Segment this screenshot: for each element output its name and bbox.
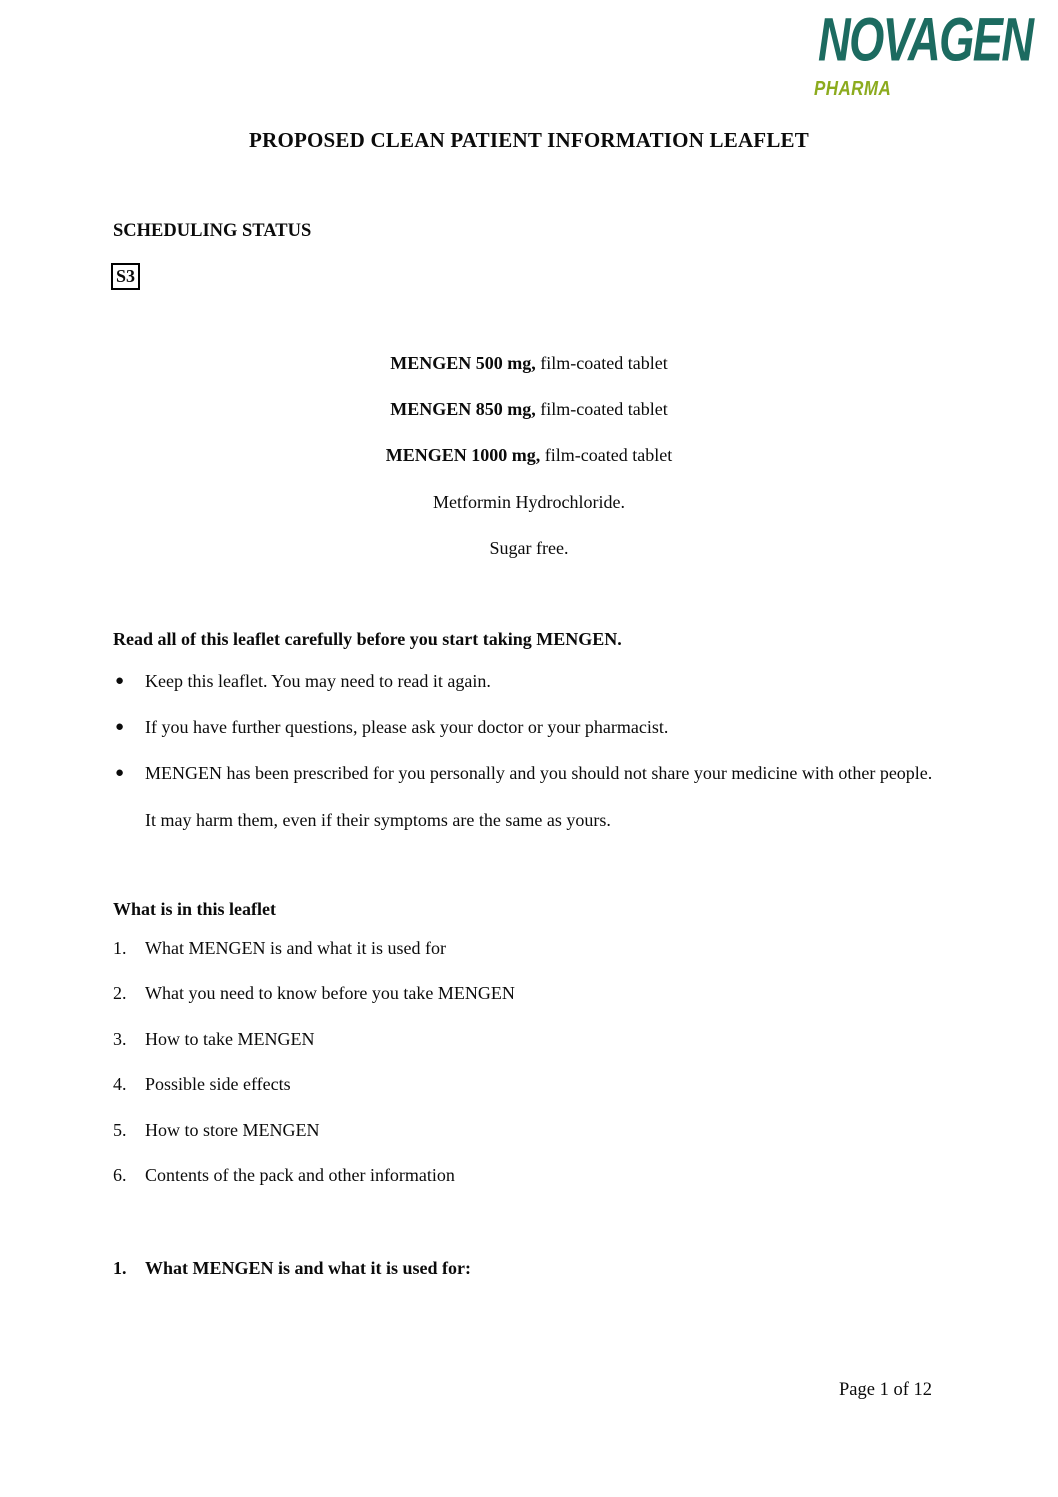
pharma-logo-text: PHARMA [814, 78, 892, 100]
toc-list [113, 926, 947, 1198]
list-item [113, 750, 947, 842]
toc-item-number: 3. [113, 1028, 127, 1049]
product-strength: MENGEN 1000 mg, [385, 445, 541, 466]
scheduling-status-badge: S3 [111, 263, 140, 290]
bullet-icon: ● [115, 765, 125, 782]
product-line-500 [0, 340, 1058, 386]
toc-item-text: Contents of the pack and other information [145, 1165, 455, 1186]
section-1-number: 1. [113, 1258, 127, 1278]
bullet-icon: ● [115, 719, 125, 736]
read-leaflet-bullet-list [113, 658, 947, 843]
toc-item-text: Possible side effects [145, 1074, 291, 1095]
product-form: film-coated tablet [540, 445, 673, 466]
toc-item [113, 1153, 947, 1198]
product-strength: MENGEN 500 mg, [390, 353, 536, 373]
sugar-free-note: Sugar free. [489, 537, 569, 558]
toc-item-number: 2. [113, 983, 127, 1004]
section-1-heading [113, 1256, 958, 1280]
list-item [113, 704, 947, 750]
bullet-text: If you have further questions, please ask your doctor or your pharmacist. [145, 717, 669, 738]
read-leaflet-heading: Read all of this leaflet carefully before you start taking MENGEN. [113, 629, 622, 649]
toc-item [113, 1062, 947, 1107]
scheduling-status-heading: SCHEDULING STATUS [113, 221, 312, 241]
product-line-850 [0, 386, 1058, 432]
toc-item-number: 6. [113, 1165, 127, 1186]
toc-item [113, 971, 947, 1016]
toc-item [113, 1017, 947, 1062]
document-title: PROPOSED CLEAN PATIENT INFORMATION LEAFLET [249, 128, 809, 152]
toc-item-number: 1. [113, 938, 127, 958]
bullet-text: MENGEN has been prescribed for you personally and you should not share your medicine with other people. It may harm them, even if their symptoms are the same as yours. [145, 763, 933, 830]
product-names-block [0, 340, 1058, 571]
toc-item-text: How to store MENGEN [145, 1119, 320, 1140]
toc-item-text: What MENGEN is and what it is used for [145, 938, 446, 958]
toc-heading: What is in this leaflet [113, 899, 277, 919]
product-form: film-coated tablet [535, 353, 668, 373]
toc-item-text: What you need to know before you take MENGEN [145, 983, 515, 1004]
product-strength: MENGEN 850 mg, [390, 399, 536, 420]
active-ingredient: Metformin Hydrochloride. [433, 491, 625, 512]
toc-item-number: 5. [113, 1119, 127, 1140]
toc-item-number: 4. [113, 1074, 127, 1095]
list-item [113, 658, 947, 704]
toc-item [113, 926, 947, 971]
bullet-text: Keep this leaflet. You may need to read it again. [145, 671, 491, 691]
novagen-pharma-logo [814, 6, 1040, 100]
bullet-icon: ● [115, 673, 125, 689]
section-1-title: What MENGEN is and what it is used for: [145, 1258, 472, 1278]
product-line-1000 [0, 432, 1058, 478]
toc-item [113, 1108, 947, 1153]
toc-item-text: How to take MENGEN [145, 1028, 315, 1049]
page-number: Page 1 of 12 [839, 1380, 932, 1400]
product-form: film-coated tablet [535, 399, 668, 420]
novagen-logo-text: NOVAGEN [818, 6, 1033, 75]
